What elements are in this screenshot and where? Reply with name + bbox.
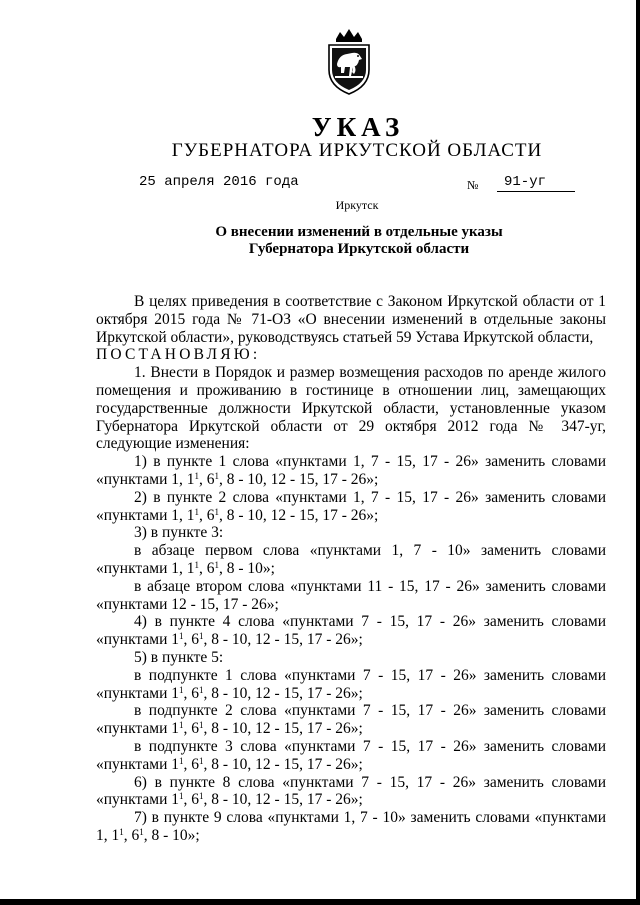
subitem-3: 3) в пункте 3: xyxy=(134,524,224,542)
subitem-5: 5) в пункте 5: xyxy=(134,648,224,666)
preamble-paragraph: В целях приведения в соответствие с Законом Иркутской области от 1 октября 2015 года № 71-ОЗ «О внесении изменений в отдельные законы Иркутской области», руководствуясь статьей 59 Устава Иркутской области, xyxy=(96,293,606,346)
item-1-paragraph: 1. Внести в Порядок и размер возмещения расходов по аренде жилого помещения и проживанию в гостинице в отношении лиц, замещающих государственные должности Иркутской области, установленные указом Губернатора Иркутской области от 29 октября 2012 года № 347-уг, следующие изменения: xyxy=(96,364,606,453)
subitem-1: 1) в пункте 1 слова «пунктами 1, 7 - 15, 17 - 26» заменить словами «пунктами 1, $1^1$, $6^1$, 8 - 10, 12 - 15, 17 - 26»; xyxy=(96,453,606,488)
subitem-6: 6) в пункте 8 слова «пунктами 7 - 15, 17 - 26» заменить словами «пунктами $1^1$, $6^1$, 8 - 10, 12 - 15, 17 - 26»; xyxy=(96,773,606,809)
subitem-7: 7) в пункте 9 слова «пунктами 1, 7 - 10» заменить словами «пунктами 1, $1^1$, $6^1$, 8 - 10»; xyxy=(96,809,606,844)
subitem-5-sub-3: в подпункте 3 слова «пунктами 7 - 15, 17 - 26» заменить словами «пунктами $1^1$, $6^1$, 8 - 10, 12 - 15, 17 - 26»; xyxy=(96,737,606,773)
heading-line-2: Губернатора Иркутской области xyxy=(248,241,470,257)
scan-border-bottom xyxy=(0,899,640,905)
document-body xyxy=(96,293,606,845)
document-city: Иркутск xyxy=(335,198,379,212)
subitem-4: 4) в пункте 4 слова «пунктами 7 - 15, 17 - 26» заменить словами «пунктами $1^1$, $6^1$, 8 - 10, 12 - 15, 17 - 26»; xyxy=(96,613,606,649)
postanovlyau-word: ПОСТАНОВЛЯЮ: xyxy=(96,346,261,364)
document-number-label: № xyxy=(467,178,479,192)
document-title: УКАЗ xyxy=(311,112,405,142)
subitem-2: 2) в пункте 2 слова «пунктами 1, 7 - 15, 17 - 26» заменить словами «пунктами 1, $1^1$, $6^1$, 8 - 10, 12 - 15, 17 - 26»; xyxy=(96,488,606,524)
document-heading xyxy=(120,224,598,258)
document-number: 91-уг xyxy=(497,174,575,192)
document-date: 25 апреля 2016 года xyxy=(139,174,299,190)
subitem-5-sub-2: в подпункте 2 слова «пунктами 7 - 15, 17 - 26» заменить словами «пунктами $1^1$, $6^1$, 8 - 10, 12 - 15, 17 - 26»; xyxy=(96,702,606,738)
subitem-3-paragraph-2: в абзаце втором слова «пунктами 11 - 15, 17 - 26» заменить словами «пунктами 12 - 15, 17 - 26»; xyxy=(96,577,606,613)
subitem-5-sub-1: в подпункте 1 слова «пунктами 7 - 15, 17 - 26» заменить словами «пунктами $1^1$, $6^1$, 8 - 10, 12 - 15, 17 - 26»; xyxy=(96,666,606,702)
heading-line-1: О внесении изменений в отдельные указы xyxy=(215,224,503,240)
document-subtitle: ГУБЕРНАТОРА ИРКУТСКОЙ ОБЛАСТИ xyxy=(171,140,543,161)
irkutsk-coat-of-arms-icon xyxy=(327,26,371,96)
subitem-3-paragraph-1: в абзаце первом слова «пунктами 1, 7 - 10» заменить словами «пунктами 1, $1^1$, $6^1$, 8 - 10»; xyxy=(96,542,606,577)
